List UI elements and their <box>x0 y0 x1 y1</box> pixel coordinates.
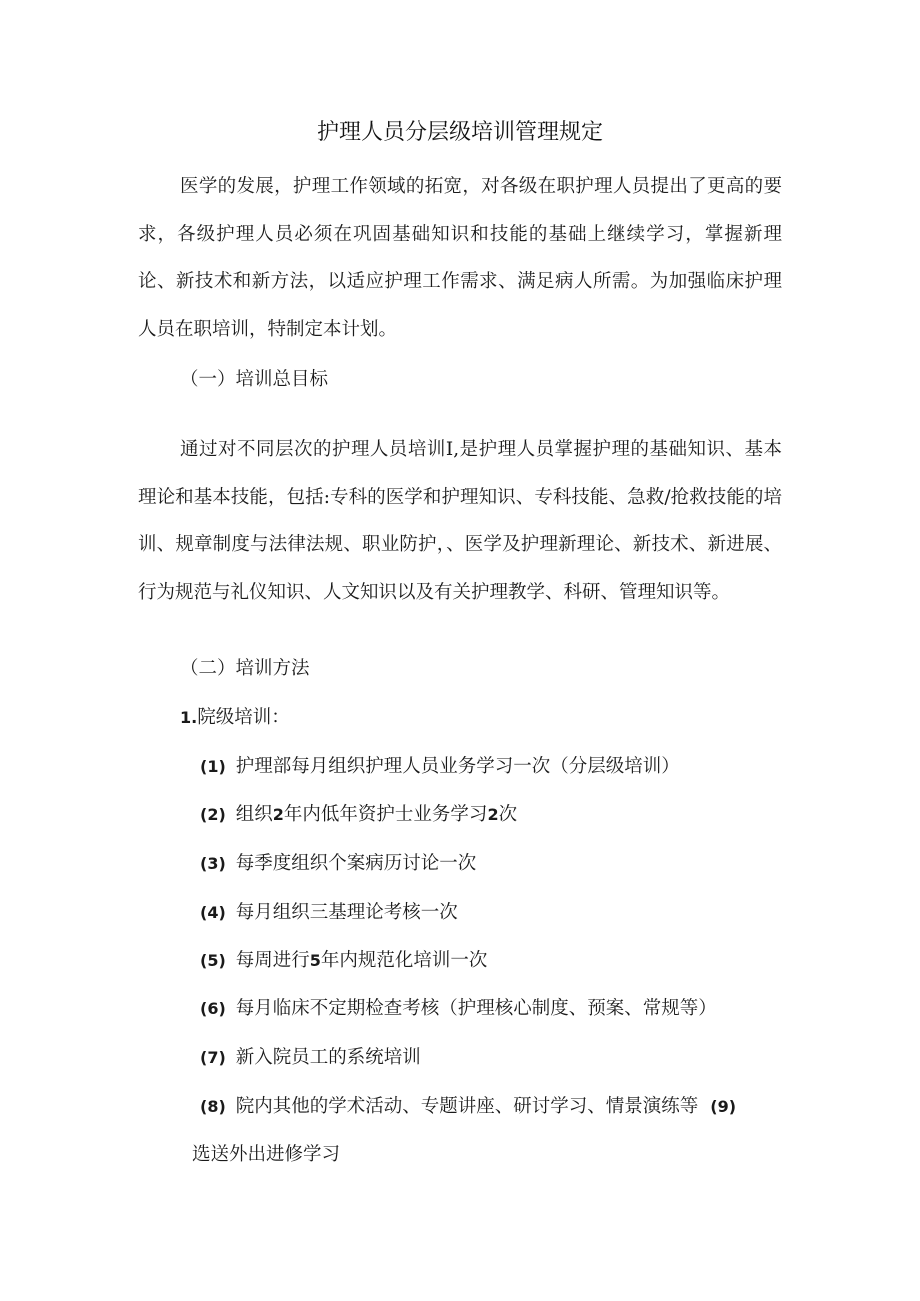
item-text: 每月临床不定期检查考核（护理核心制度、预案、常规等） <box>235 998 717 1019</box>
item-number: (2) <box>200 805 226 824</box>
item-number: (1) <box>200 757 226 776</box>
list-item <box>200 1092 746 1122</box>
item-inline-number: 5 <box>309 951 321 970</box>
section-heading-goals: （一）培训总目标 <box>180 369 329 390</box>
subsection-hospital-training <box>180 703 290 733</box>
list-item <box>200 849 476 879</box>
item-text: 次 <box>498 804 518 825</box>
subsection-number: 1. <box>180 708 198 727</box>
item-number: (6) <box>200 999 226 1018</box>
goals-paragraph: 通过对不同层次的护理人员培训I,是护理人员掌握护理的基础知识、基本理论和基本技能，包括:专科的医学和护理知识、专科技能、急救/抢救技能的培训、规章制度与法律法规、职业防护，、医学及护理新理论、新技术、新进展、行为规范与礼仪知识、人文知识以及有关护理教学、科研、管理知识等。 <box>138 439 782 603</box>
item-number: (9) <box>710 1097 737 1116</box>
list-item <box>200 1043 421 1073</box>
item-inline-number: 2 <box>487 805 499 824</box>
item-number: (8) <box>200 1097 226 1116</box>
item-inline-number: 2 <box>272 805 284 824</box>
item-text: 每周进行 <box>235 950 310 971</box>
item-number: (3) <box>200 854 226 873</box>
list-item <box>200 898 458 928</box>
list-item-continuation: 选送外出进修学习 <box>192 1144 341 1165</box>
subsection-label: 院级培训： <box>197 707 290 728</box>
section-heading-methods: （二）培训方法 <box>180 658 310 679</box>
item-text: 年内低年资护士业务学习 <box>283 804 488 825</box>
item-number: (7) <box>200 1048 226 1067</box>
list-item <box>200 800 517 830</box>
item-text: 年内规范化培训一次 <box>320 950 488 971</box>
item-text: 新入院员工的系统培训 <box>235 1047 421 1068</box>
list-item <box>200 946 487 976</box>
item-number: (5) <box>200 951 226 970</box>
item-text: 每月组织三基理论考核一次 <box>235 902 458 923</box>
item-text: 院内其他的学术活动、专题讲座、研讨学习、情景演练等 <box>235 1096 699 1117</box>
item-number: (4) <box>200 903 226 922</box>
item-text: 护理部每月组织护理人员业务学习一次（分层级培训） <box>235 756 680 777</box>
intro-paragraph: 医学的发展，护理工作领域的拓宽，对各级在职护理人员提出了更高的要求，各级护理人员必须在巩固基础知识和技能的基础上继续学习，掌握新理论、新技术和新方法，以适应护理工作需求、满足病人所需。为加强临床护理人员在职培训，特制定本计划。 <box>138 176 782 340</box>
item-text: 每季度组织个案病历讨论一次 <box>235 853 477 874</box>
document-title: 护理人员分层级培训管理规定 <box>316 120 603 145</box>
list-item <box>200 752 680 782</box>
list-item <box>200 994 717 1024</box>
item-text: 组织 <box>235 804 273 825</box>
